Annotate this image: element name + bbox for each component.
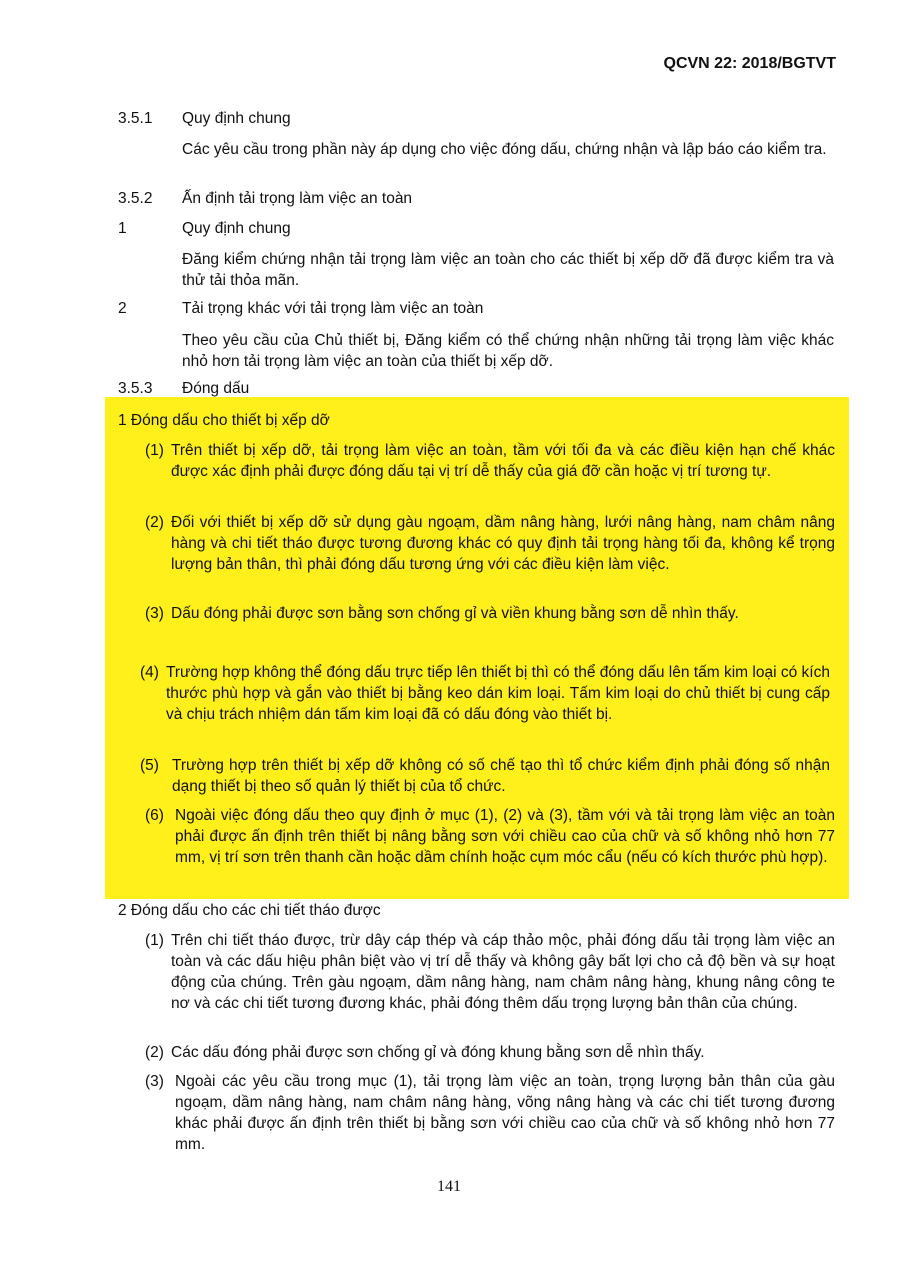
list-item-label: (2): [145, 514, 164, 531]
list-item: [145, 805, 835, 868]
list-item: [145, 930, 835, 1014]
section-number-3-5-1: 3.5.1: [118, 110, 153, 127]
list-item: [145, 1042, 835, 1063]
subsection-text: Đăng kiểm chứng nhận tải trọng làm việc an toàn cho các thiết bị xếp dỡ đã được kiểm tra và thử tải thỏa mãn.: [182, 251, 834, 289]
page-number: 141: [437, 1178, 461, 1195]
section-text-3-5-1: Các yêu cầu trong phần này áp dụng cho việc đóng dấu, chứng nhận và lập báo cáo kiểm tra.: [182, 141, 827, 158]
list-item-text: Trên thiết bị xếp dỡ, tải trọng làm việc an toàn, tầm với tối đa và các điều kiện hạn chế khác được xác định phải được đóng dấu tại vị trí dễ thấy của giá đỡ cần hoặc vị trí tương tự.: [171, 442, 835, 480]
list-item: [140, 662, 830, 725]
subsection-heading-1: 1 Đóng dấu cho thiết bị xếp dỡ: [118, 412, 330, 429]
list-item-label: (2): [145, 1044, 164, 1061]
list-item-label: (6): [145, 807, 164, 824]
section-title-3-5-1: Quy định chung: [182, 110, 291, 127]
subsection-text: Theo yêu cầu của Chủ thiết bị, Đăng kiểm có thể chứng nhận những tải trọng làm việc khác nhỏ hơn tải trọng làm việc an toàn của thiết bị xếp dỡ.: [182, 332, 834, 370]
list-item-label: (5): [140, 757, 159, 774]
subsection-heading-2: 2 Đóng dấu cho các chi tiết tháo được: [118, 902, 381, 919]
list-item-label: (3): [145, 1073, 164, 1090]
list-item-text: Trường hợp không thể đóng dấu trực tiếp lên thiết bị thì có thể đóng dấu lên tấm kim loại có kích thước phù hợp và gắn vào thiết bị bằng keo dán kim loại. Tấm kim loại do chủ thiết bị cung cấp và chịu trách nhiệm dán tấm kim loại đã có dấu đóng vào thiết bị.: [166, 664, 830, 723]
list-item-text: Các dấu đóng phải được sơn chống gỉ và đóng khung bằng sơn dễ nhìn thấy.: [171, 1044, 705, 1061]
list-item-text: Trên chi tiết tháo được, trừ dây cáp thép và cáp thảo mộc, phải đóng dấu tải trọng làm việc an toàn và các dấu hiệu phân biệt vào vị trí dễ thấy và không gây bất lợi cho cả độ bền và sự hoạt động của chúng. Trên gàu ngoạm, dầm nâng hàng, nam châm nâng hàng, khung nâng công te nơ và các chi tiết tương đương khác, phải đóng thêm dấu trọng lượng bản thân của chúng.: [171, 932, 835, 1012]
section-title-3-5-2: Ấn định tải trọng làm việc an toàn: [182, 190, 413, 207]
subsection-number: 1: [118, 220, 127, 237]
list-item-label: (1): [145, 442, 164, 459]
list-item-text: Trường hợp trên thiết bị xếp dỡ không có số chế tạo thì tổ chức kiểm định phải đóng số nhận dạng thiết bị theo số quản lý thiết bị của tổ chức.: [172, 757, 830, 795]
document-code: QCVN 22: 2018/BGTVT: [663, 55, 836, 72]
subsection-number: 2: [118, 300, 127, 317]
list-item: [145, 512, 835, 575]
section-number-3-5-3: 3.5.3: [118, 380, 153, 397]
subsection-title: Tải trọng khác với tải trọng làm việc an toàn: [182, 300, 484, 317]
section-title-3-5-3: Đóng dấu: [182, 380, 250, 397]
list-item-label: (1): [145, 932, 164, 949]
list-item-label: (3): [145, 605, 164, 622]
list-item: [145, 1071, 835, 1155]
section-number-3-5-2: 3.5.2: [118, 190, 153, 207]
list-item-text: Dấu đóng phải được sơn bằng sơn chống gỉ và viền khung bằng sơn dễ nhìn thấy.: [171, 605, 739, 622]
list-item-text: Đối với thiết bị xếp dỡ sử dụng gàu ngoạm, dầm nâng hàng, lưới nâng hàng, nam châm nâng hàng và chi tiết tháo được tương đương khác có quy định tải trọng hàng tối đa, không kể trọng lượng bản thân, thì phải đóng dấu tương ứng với các điều kiện làm việc.: [171, 514, 835, 573]
list-item: [145, 440, 835, 482]
list-item: [145, 603, 835, 624]
list-item-text: Ngoài việc đóng dấu theo quy định ở mục (1), (2) và (3), tầm với và tải trọng làm việc an toàn phải được ấn định trên thiết bị nâng bằng sơn với chiều cao của chữ và số không nhỏ hơn 77 mm, vị trí sơn trên thanh cần hoặc dầm chính hoặc cụm móc cẩu (nếu có kích thước phù hợp).: [175, 807, 835, 866]
list-item-label: (4): [140, 664, 159, 681]
subsection-title: Quy định chung: [182, 220, 291, 237]
list-item-text: Ngoài các yêu cầu trong mục (1), tải trọng làm việc an toàn, trọng lượng bản thân của gàu ngoạm, dầm nâng hàng, nam châm nâng hàng, võng nâng hàng và các chi tiết tương đương khác phải được ấn định trên thiết bị bằng sơn với chiều cao của chữ và số không nhỏ hơn 77 mm.: [175, 1073, 835, 1153]
list-item: [140, 755, 830, 797]
